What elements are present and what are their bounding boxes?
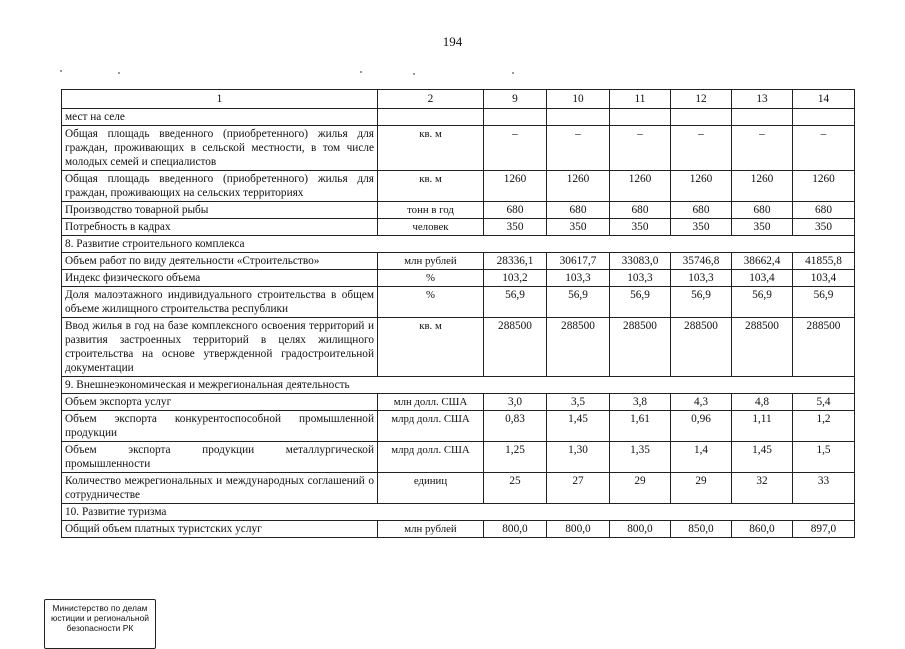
unit-cell: % — [378, 287, 484, 318]
section-title: 9. Внешнеэкономическая и межрегиональная деятельность — [62, 377, 855, 394]
value-cell: 350 — [793, 219, 855, 236]
value-cell: 4,8 — [732, 394, 793, 411]
value-cell: 1,45 — [732, 442, 793, 473]
value-cell: 3,0 — [484, 394, 547, 411]
table-row — [62, 109, 855, 126]
value-cell: 33083,0 — [610, 253, 671, 270]
value-cell: 56,9 — [732, 287, 793, 318]
value-cell: 288500 — [547, 318, 610, 377]
value-cell: 56,9 — [484, 287, 547, 318]
value-cell: 800,0 — [610, 521, 671, 538]
value-cell: 350 — [547, 219, 610, 236]
table-row — [62, 202, 855, 219]
header-cell: 1 — [62, 90, 378, 109]
ministry-stamp — [44, 599, 156, 649]
value-cell: 56,9 — [610, 287, 671, 318]
value-cell: 27 — [547, 473, 610, 504]
value-cell: 1,2 — [793, 411, 855, 442]
value-cell: 850,0 — [671, 521, 732, 538]
section-row — [62, 236, 855, 253]
value-cell: 288500 — [671, 318, 732, 377]
header-cell: 9 — [484, 90, 547, 109]
unit-cell: % — [378, 270, 484, 287]
indicator-name: Доля малоэтажного индивидуального строительства в общем объеме жилищного строительства республики — [62, 287, 378, 318]
value-cell: 35746,8 — [671, 253, 732, 270]
indicator-name: Потребность в кадрах — [62, 219, 378, 236]
value-cell: 680 — [793, 202, 855, 219]
unit-cell: кв. м — [378, 171, 484, 202]
unit-cell: человек — [378, 219, 484, 236]
value-cell: 38662,4 — [732, 253, 793, 270]
value-cell: 3,5 — [547, 394, 610, 411]
table-row — [62, 126, 855, 171]
indicator-name: Объем экспорта конкурентоспособной промышленной продукции — [62, 411, 378, 442]
value-cell: 288500 — [793, 318, 855, 377]
indicator-name: Объем работ по виду деятельности «Строительство» — [62, 253, 378, 270]
indicator-name: Общая площадь введенного (приобретенного) жилья для граждан, проживающих на сельских территориях — [62, 171, 378, 202]
table-row — [62, 473, 855, 504]
value-cell: 1,35 — [610, 442, 671, 473]
table-row — [62, 253, 855, 270]
unit-cell: единиц — [378, 473, 484, 504]
indicator-name: Индекс физического объема — [62, 270, 378, 287]
value-cell: 288500 — [610, 318, 671, 377]
section-title: 10. Развитие туризма — [62, 504, 855, 521]
table-row — [62, 318, 855, 377]
header-cell: 10 — [547, 90, 610, 109]
value-cell: 103,3 — [671, 270, 732, 287]
value-cell: 56,9 — [793, 287, 855, 318]
value-cell: 103,2 — [484, 270, 547, 287]
value-cell: 897,0 — [793, 521, 855, 538]
value-cell — [610, 109, 671, 126]
value-cell: 680 — [671, 202, 732, 219]
value-cell: 1,11 — [732, 411, 793, 442]
value-cell: 29 — [671, 473, 732, 504]
value-cell: 350 — [671, 219, 732, 236]
value-cell: 0,83 — [484, 411, 547, 442]
header-cell: 13 — [732, 90, 793, 109]
value-cell: 1,61 — [610, 411, 671, 442]
unit-cell: млн рублей — [378, 521, 484, 538]
value-cell — [547, 109, 610, 126]
value-cell: – — [484, 126, 547, 171]
page-number: 194 — [442, 34, 463, 49]
table-row — [62, 287, 855, 318]
value-cell: 25 — [484, 473, 547, 504]
value-cell: 41855,8 — [793, 253, 855, 270]
value-cell — [732, 109, 793, 126]
value-cell: 30617,7 — [547, 253, 610, 270]
value-cell: 28336,1 — [484, 253, 547, 270]
value-cell: – — [793, 126, 855, 171]
scan-specks — [60, 68, 850, 78]
value-cell: 288500 — [484, 318, 547, 377]
unit-cell: кв. м — [378, 318, 484, 377]
value-cell: 288500 — [732, 318, 793, 377]
table-row — [62, 219, 855, 236]
header-cell: 2 — [378, 90, 484, 109]
header-row — [62, 90, 855, 109]
value-cell: 1260 — [484, 171, 547, 202]
value-cell: – — [610, 126, 671, 171]
value-cell: 103,4 — [732, 270, 793, 287]
unit-cell: кв. м — [378, 126, 484, 171]
header-cell: 12 — [671, 90, 732, 109]
table-row — [62, 171, 855, 202]
indicator-name: Общая площадь введенного (приобретенного) жилья для граждан, проживающих в сельской местности, в том числе молодых семей и специалистов — [62, 126, 378, 171]
indicator-name: Количество межрегиональных и международных соглашений о сотрудничестве — [62, 473, 378, 504]
value-cell: 680 — [732, 202, 793, 219]
value-cell: – — [671, 126, 732, 171]
table-row — [62, 521, 855, 538]
unit-cell — [378, 109, 484, 126]
header-cell: 11 — [610, 90, 671, 109]
value-cell: 29 — [610, 473, 671, 504]
value-cell: 350 — [732, 219, 793, 236]
indicator-name: Производство товарной рыбы — [62, 202, 378, 219]
value-cell: 32 — [732, 473, 793, 504]
value-cell: – — [732, 126, 793, 171]
value-cell: 103,3 — [610, 270, 671, 287]
table-row — [62, 394, 855, 411]
unit-cell: тонн в год — [378, 202, 484, 219]
value-cell: – — [547, 126, 610, 171]
unit-cell: млрд долл. США — [378, 442, 484, 473]
value-cell: 3,8 — [610, 394, 671, 411]
indicator-name: Объем экспорта услуг — [62, 394, 378, 411]
value-cell: 860,0 — [732, 521, 793, 538]
value-cell: 350 — [484, 219, 547, 236]
value-cell: 4,3 — [671, 394, 732, 411]
value-cell: 350 — [610, 219, 671, 236]
indicator-name: Ввод жилья в год на базе комплексного освоения территорий и развития застроенных территорий в целях жилищного строительства на основе утвержденной градостроительной документации — [62, 318, 378, 377]
value-cell: 1260 — [671, 171, 732, 202]
value-cell: 5,4 — [793, 394, 855, 411]
value-cell — [793, 109, 855, 126]
value-cell: 800,0 — [484, 521, 547, 538]
indicator-name: Объем экспорта продукции металлургической промышленности — [62, 442, 378, 473]
value-cell: 33 — [793, 473, 855, 504]
value-cell: 103,4 — [793, 270, 855, 287]
value-cell: 1,5 — [793, 442, 855, 473]
value-cell: 0,96 — [671, 411, 732, 442]
indicator-table — [61, 89, 855, 538]
value-cell: 1,45 — [547, 411, 610, 442]
stamp-text: Министерство по делам юстиции и региональной безопасности РК — [50, 603, 150, 633]
indicator-name: Общий объем платных туристских услуг — [62, 521, 378, 538]
value-cell: 56,9 — [547, 287, 610, 318]
unit-cell: млн рублей — [378, 253, 484, 270]
value-cell: 1260 — [610, 171, 671, 202]
unit-cell: млрд долл. США — [378, 411, 484, 442]
value-cell — [484, 109, 547, 126]
value-cell: 680 — [484, 202, 547, 219]
table-row — [62, 442, 855, 473]
unit-cell: млн долл. США — [378, 394, 484, 411]
section-row — [62, 377, 855, 394]
value-cell: 1260 — [547, 171, 610, 202]
table-row — [62, 270, 855, 287]
value-cell: 1260 — [793, 171, 855, 202]
header-cell: 14 — [793, 90, 855, 109]
value-cell: 800,0 — [547, 521, 610, 538]
value-cell: 680 — [610, 202, 671, 219]
value-cell: 1,25 — [484, 442, 547, 473]
section-title: 8. Развитие строительного комплекса — [62, 236, 855, 253]
indicator-name: мест на селе — [62, 109, 378, 126]
value-cell: 56,9 — [671, 287, 732, 318]
value-cell: 680 — [547, 202, 610, 219]
value-cell: 103,3 — [547, 270, 610, 287]
table-row — [62, 411, 855, 442]
section-row — [62, 504, 855, 521]
value-cell: 1,4 — [671, 442, 732, 473]
value-cell: 1260 — [732, 171, 793, 202]
value-cell — [671, 109, 732, 126]
value-cell: 1,30 — [547, 442, 610, 473]
